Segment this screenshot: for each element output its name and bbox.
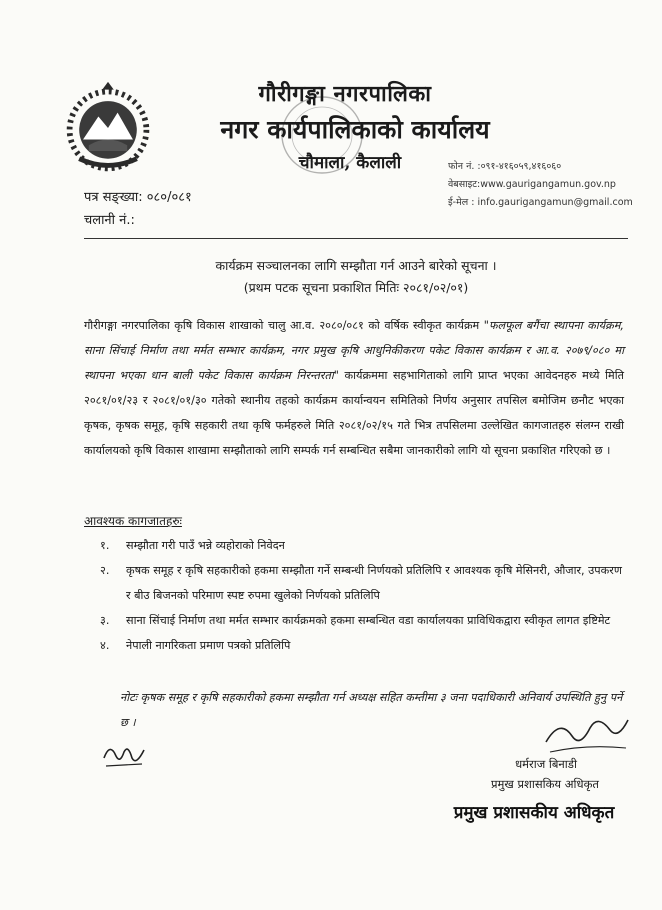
municipality-name: गौरीगङ्गा नगरपालिका — [258, 81, 432, 107]
dispatch-number: चलानी नं.: — [84, 213, 135, 228]
list-item — [100, 633, 625, 658]
list-item — [100, 558, 625, 608]
notice-note: नोटः कृषक समूह र कृषि सहकारीको हकमा सम्झौता गर्न अध्यक्ष सहित कम्तीमा ३ जना पदाधिकारी अनिवार्य उपस्थिति हुनु पर्ने छ । — [120, 691, 623, 729]
body-intro: गौरीगङ्गा नगरपालिका कृषि विकास शाखाको चालु आ.व. २०८०/०८१ को वर्षिक स्वीकृत कार्यक्रम — [84, 319, 480, 332]
signer-name: धर्मराज बिनाडी — [515, 757, 577, 771]
list-item-number: ४. — [100, 639, 110, 652]
required-documents-heading: आवश्यक कागजातहरुः — [84, 514, 182, 528]
office-address: चौमाला, कैलाली — [298, 153, 402, 173]
signer-title: प्रमुख प्रशासकिय अधिकृत — [491, 777, 599, 791]
header-divider — [84, 238, 628, 239]
notice-title: कार्यक्रम सञ्चालनका लागि सम्झौता गर्न आउने बारेको सूचना । — [215, 258, 497, 273]
program-list: "फलफूल बगैंचा स्थापना कार्यक्रम, साना सिंचाई निर्माण तथा मर्मत सम्भार कार्यक्रम, नगर प्रमुख कृषि आधुनिकीकरण पकेट विकास कार्यक्रम र आ.व. २०७९/०८० मा स्थापना भएका धान बाली पकेट विकास कार्यक्रम निरन्तरता" — [84, 319, 624, 382]
list-item-text: कृषक समूह र कृषि सहकारीको हकमा सम्झौता गर्ने सम्बन्धी निर्णयको प्रतिलिपि र आवश्यक कृषि मेसिनरी, औजार, उपकरण र बीउ बिजनको परिमाण स्पष्ट रुपमा खुलेको निर्णयको प्रतिलिपि — [126, 564, 622, 602]
office-name: नगर कार्यपालिकाको कार्यालय — [220, 115, 490, 144]
designation-stamp: प्रमुख प्रशासकीय अधिकृत — [453, 803, 615, 823]
notice-publish-date: (प्रथम पटक सूचना प्रकाशित मितिः २०८१/०२/०१) — [243, 280, 469, 295]
phone-number: फोन नं. :०९१-४१६०५९,४१६०६० — [448, 161, 562, 172]
nepal-emblem-icon — [60, 80, 156, 176]
email: ई-मेल : info.gaurigangamun@gmail.com — [448, 197, 633, 208]
website: वेबसाइट:www.gaurigangamun.gov.np — [448, 179, 616, 190]
list-item-text: सम्झौता गरी पाउँ भन्ने व्यहोराको निवेदन — [126, 539, 285, 552]
list-item-text: नेपाली नागरिकता प्रमाण पत्रको प्रतिलिपि — [126, 639, 291, 652]
list-item-number: १. — [100, 539, 110, 552]
list-item-number: २. — [100, 564, 110, 577]
body-rest: कार्यक्रममा सहभागिताको लागि प्राप्त भएका आवेदनहरु मध्ये मिति २०८१/०१/२३ र २०८१/०१/३० गतेको स्थानीय तहको कार्यक्रम कार्यान्वयन समितिको निर्णय अनुसार तपसिल बमोजिम छनौट भएका कृषक, कृषक समूह, कृषि सहकारी तथा कृषि फर्महरुले मिति २०८१/०२/१५ गते भित्र तपसिलमा उल्लेखित कागजातहरु संलग्न राखी कार्यालयको कृषि विकास शाखामा सम्झौताको लागि सम्पर्क गर्न सम्बन्धित सबैमा जानकारीको लागि यो सूचना प्रकाशित गरिएको छ । — [84, 369, 624, 457]
list-item — [100, 608, 625, 633]
officer-signature-icon — [540, 708, 632, 758]
list-item-text: साना सिंचाई निर्माण तथा मर्मत सम्भार कार्यक्रमको हकमा सम्बन्धित वडा कार्यालयका प्राविधिकद्वारा स्वीकृत लागत इष्टिमेट — [126, 614, 611, 627]
list-item — [100, 533, 625, 558]
reference-number: पत्र सङ्ख्या: ०८०/०८१ — [84, 190, 192, 205]
required-documents-list — [100, 533, 625, 658]
list-item-number: ३. — [100, 614, 110, 627]
contact-block — [448, 158, 633, 212]
initials-signature-icon — [100, 738, 148, 772]
notice-body — [84, 313, 624, 463]
